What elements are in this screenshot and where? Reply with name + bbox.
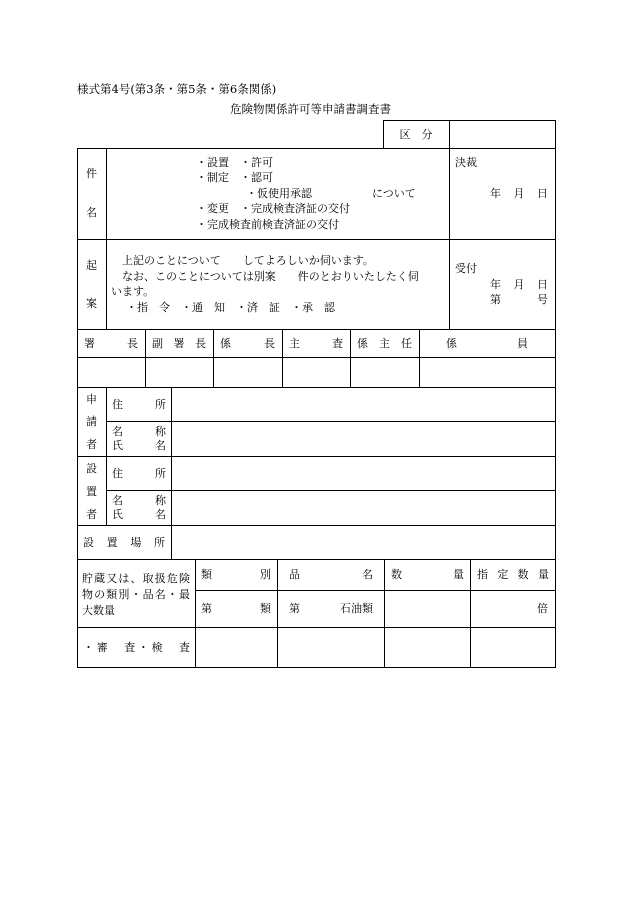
sig-header-kakaricho: 係 長 [220, 337, 275, 350]
sig-header-fukushocho: 副署長 [152, 337, 206, 350]
storage-multiple: 倍 [537, 602, 548, 615]
kenmei-line-5: ・完成検査前検査済証の交付 [196, 218, 339, 231]
storage-class-suffix: 類 [260, 602, 271, 615]
kenmei-label-bottom: 名 [86, 206, 97, 219]
kian-approval-options: ・指 令 ・通 知 ・済 証 ・承 認 [126, 301, 335, 314]
storage-label-line-3: 大数量 [82, 604, 115, 617]
inspection-cell-1[interactable] [197, 629, 276, 666]
sig-cell-kakaricho[interactable] [214, 358, 281, 386]
kenmei-line-2: ・制定 ・認可 [196, 171, 273, 184]
installer-name-label-2: 氏名 [112, 508, 166, 521]
kenmei-line-4: ・変更 ・完成検査済証の交付 [196, 202, 350, 215]
kenmei-line-3-suffix: について [372, 187, 416, 200]
sig-header-kakariin: 係 員 [446, 337, 528, 350]
sig-cell-fukushocho[interactable] [146, 358, 212, 386]
inspection-cell-4[interactable] [472, 629, 554, 666]
applicant-address-label: 住所 [112, 398, 166, 411]
storage-class-prefix: 第 [201, 602, 212, 615]
sig-cell-shusa[interactable] [283, 358, 349, 386]
sig-header-shusa: 主 査 [289, 337, 343, 350]
installer-address-label: 住所 [112, 467, 166, 480]
applicant-name-label-2: 氏名 [112, 439, 166, 452]
sig-cell-kakariin[interactable] [420, 358, 554, 386]
installer-name-label-1: 名称 [112, 494, 166, 507]
inspection-label: ・審 査・検 査 [83, 641, 190, 654]
kenmei-line-3: ・仮使用承認 [246, 187, 312, 200]
storage-quantity-cell[interactable] [386, 592, 468, 625]
storage-label-line-1: 貯蔵又は、取扱危険 [82, 572, 190, 585]
uketsuke-date: 年 月 日 [490, 278, 548, 291]
sig-header-shocho: 署 長 [84, 337, 138, 350]
installer-label-3: 者 [86, 508, 97, 521]
storage-header-item: 品 名 [289, 568, 373, 581]
applicant-label-2: 請 [86, 415, 97, 428]
applicant-label-3: 者 [86, 438, 97, 451]
sig-cell-shocho[interactable] [78, 358, 144, 386]
sig-header-kakarishunin: 係主任 [357, 337, 412, 350]
kenmei-label-top: 件 [86, 167, 97, 180]
kian-label-top: 起 [86, 259, 97, 272]
installer-label-2: 置 [86, 485, 97, 498]
kian-line-1: 上記のことについて してよろしいか伺います。 [122, 254, 374, 267]
inspection-cell-3[interactable] [386, 629, 469, 666]
storage-header-designated: 指定数量 [477, 568, 549, 581]
kessai-label: 決裁 [455, 156, 477, 169]
storage-label-line-2: 物の類別・品名・最 [82, 588, 190, 601]
kenmei-line-1: ・設置 ・許可 [196, 156, 273, 169]
inspection-cell-2[interactable] [279, 629, 383, 666]
storage-item-prefix: 第 [289, 602, 300, 615]
kessai-date: 年 月 日 [490, 187, 548, 200]
kian-line-2: なお、このことについては別案 件のとおりいたしたく伺 [122, 270, 419, 283]
kian-label-bottom: 案 [86, 297, 97, 310]
storage-header-class: 類 別 [201, 568, 271, 581]
sig-cell-kakarishunin[interactable] [351, 358, 418, 386]
location-label: 設置場所 [83, 536, 165, 549]
uketsuke-label: 受付 [455, 262, 477, 275]
installer-label-1: 設 [86, 462, 97, 475]
applicant-name-label-1: 名称 [112, 425, 166, 438]
applicant-label-1: 申 [86, 393, 97, 406]
kian-line-3: います。 [111, 285, 155, 298]
uketsuke-number: 第 号 [490, 293, 548, 306]
storage-item-suffix: 石油類 [340, 602, 373, 615]
form-number: 様式第4号(第3条・第5条・第6条関係) [77, 82, 277, 96]
kubun-label: 区 分 [399, 128, 433, 141]
storage-header-quantity: 数 量 [391, 568, 464, 581]
form-title: 危険物関係許可等申請書調査書 [230, 102, 391, 116]
